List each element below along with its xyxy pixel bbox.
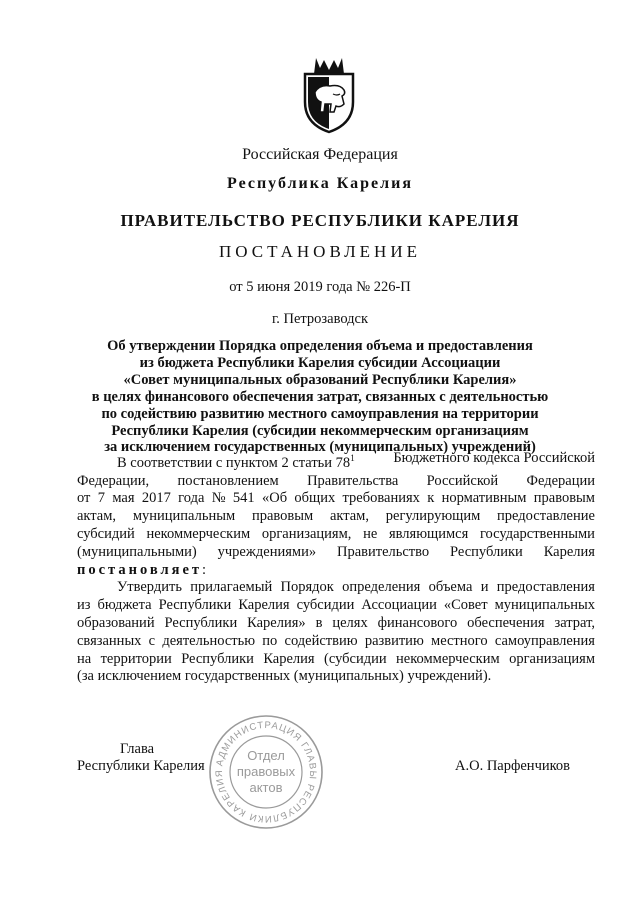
signatory-position	[77, 741, 205, 774]
decrees-word: постановляет	[77, 561, 203, 578]
stamp-center-line: актов	[249, 780, 283, 795]
body-line: связанных с деятельностью по содействию развитию местного самоуправления	[77, 632, 595, 649]
title-line: по содействию развитию местного самоуправления на территории	[101, 405, 539, 422]
karelia-coat-of-arms-icon	[300, 56, 358, 134]
decree-type-heading: ПОСТАНОВЛЕНИЕ	[218, 242, 421, 261]
body-line: на территории Республики Карелия (субсидии некоммерческим организациям	[77, 650, 595, 667]
body-line: субсидий некоммерческим организациям, не являющимся государственными	[77, 526, 595, 543]
signatory-name: А.О. Парфенчиков	[455, 758, 571, 774]
body-text: Бюджетного кодекса Российской	[393, 450, 595, 466]
body-line	[77, 450, 595, 473]
body-line: (за исключением государственных (муниципальных) учреждений).	[77, 668, 492, 685]
title-line: Республики Карелия (субсидии некоммерческим организациям	[111, 422, 529, 439]
title-line: «Совет муниципальных образований Республики Карелия»	[123, 371, 517, 388]
body-line	[77, 562, 595, 580]
body-line: Федерации, постановлением Правительства Российской Федерации	[77, 472, 595, 489]
decree-date-number: от 5 июня 2019 года № 226-П	[229, 279, 411, 295]
decree-body	[77, 450, 595, 686]
federation-heading: Российская Федерация	[242, 146, 398, 163]
stamp-center-line: Отдел	[247, 748, 285, 763]
title-line: Об утверждении Порядка определения объема и предоставления	[107, 338, 533, 354]
body-line: актам, муниципальным правовым актам, регулирующим предоставление	[77, 508, 595, 525]
position-line: Республики Карелия	[77, 757, 205, 774]
body-line: (муниципальными) учреждениями» Правительство Республики Карелия	[77, 543, 595, 560]
superscript: 1	[350, 453, 355, 463]
republic-heading: Республика Карелия	[227, 175, 413, 192]
body-text: В соответствии с пунктом 2 статьи 78	[117, 454, 351, 471]
position-line: Глава	[120, 741, 155, 757]
body-line: образований Республики Карелия» в целях финансового обеспечения затрат,	[77, 615, 595, 631]
official-stamp	[206, 712, 326, 832]
body-line: из бюджета Республики Карелия субсидии Ассоциации «Совет муниципальных	[77, 597, 595, 614]
body-line: от 7 мая 2017 года № 541 «Об общих требованиях к нормативным правовым	[77, 490, 595, 507]
decree-title	[0, 338, 640, 456]
government-heading: ПРАВИТЕЛЬСТВО РЕСПУБЛИКИ КАРЕЛИЯ	[120, 211, 520, 230]
title-line: в целях финансового обеспечения затрат, связанных с деятельностью	[91, 388, 549, 405]
title-line: из бюджета Республики Карелия субсидии Ассоциации	[139, 354, 501, 371]
stamp-center-line: правовых	[236, 764, 296, 779]
title-line: за исключением государственных (муниципальных) учреждений)	[104, 439, 536, 456]
body-text: :	[202, 561, 207, 578]
body-line: Утвердить прилагаемый Порядок определения объема и предоставления	[117, 579, 595, 596]
city-line: г. Петрозаводск	[271, 311, 369, 327]
stamp-ring-text: АДМИНИСТРАЦИЯ ГЛАВЫ РЕСПУБЛИКИ КАРЕЛИЯ	[213, 719, 319, 825]
